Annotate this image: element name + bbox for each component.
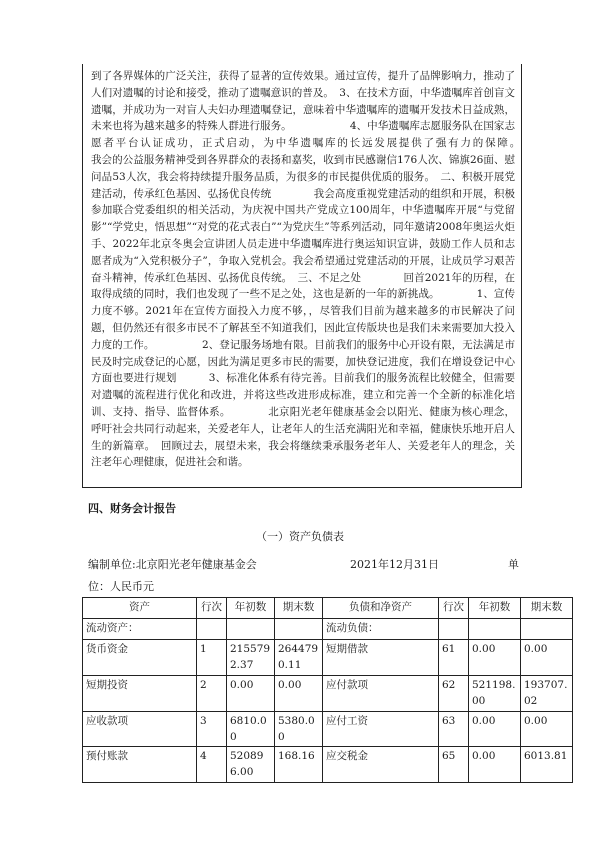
table-row [83,676,573,712]
table-cell: 0.00 [275,676,323,712]
table-cell [521,619,573,640]
header-cell: 行次 [439,598,469,619]
table-cell: 短期借款 [323,640,439,676]
table-cell: 流动资产： [83,619,197,640]
table-row [83,640,573,676]
table-cell: 应付工资 [323,712,439,747]
table-cell: 168.16 [275,747,323,783]
table-cell [439,619,469,640]
table-row [83,712,573,747]
table-cell: 应收款项 [83,712,197,747]
table-cell: 62 [439,676,469,712]
table-title: （一）资产负债表 [256,530,344,543]
table-cell: 流动负债： [323,619,439,640]
table-cell: 0.00 [227,676,275,712]
report-body-box [82,64,568,488]
report-body-text: 到了各界媒体的广泛关注，获得了显著的宣传效果。通过宣传，提升了品牌影响力，推动了人们对遗嘱的讨论和接受，推动了遗嘱意识的普及。 3、在技术方面，中华遗嘱库首创盲文遗嘱，并成功为一对盲人夫妇办理遗嘱登记，意味着中华遗嘱库的遗嘱开发技术日益成熟，未来也将为越来越多的特殊人群进行服务。 4、中华遗嘱库志愿服务队在国家志愿者平台认证成功，正式启动，为中华遗嘱库的长远发展提供了强有力的保障。 我会的公益服务精神受到各界群众的表扬和嘉奖，收到市民感谢信176人次、锦旗26面、慰问品53人次，我会将持续提升服务品质，为很多的市民提供优质的服务。 二、积极开展党建活动，传承红色基因、弘扬优良传统 我会高度重视党建活动的组织和开展，积极参加联合党委组织的相关活动，为庆祝中国共产党成立100周年，中华遗嘱库开展“与党留影”“学党史，悟思想”“对党的花式表白”“为党庆生”等系列活动，同年邀请2008年奥运火炬手、2022年北京冬奥会宣讲团人员走进中华遗嘱库进行奥运知识宣讲，鼓励工作人员和志愿者成为“入党积极分子”，争取入党机会。我会希望通过党建活动的开展，让成员学习艰苦奋斗精神，传承红色基因、弘扬优良传统。 三、不足之处 回首2021年的历程，在取得成绩的同时，我们也发现了一些不足之处，这也是新的一年的新挑战。 1、宣传力度不够。2021年在宣传方面投入力度不够，，尽管我们目前为越来越多的市民解决了问题，但仍然还有很多市民不了解甚至不知道我们，因此宣传版块也是我们未来需要加大投入力度的工作。 2、登记服务场地有限。目前我们的服务中心开设有限，无法满足市民及时完成登记的心愿，因此为满足更多市民的需要，加快登记进度，我们在增设登记中心方面也要进行规划 3、标准化体系有待完善。目前我们的服务流程比较健全，但需要对遗嘱的流程进行优化和改进，并将这些改进形成标准，建立和完善一个全新的标准化培训、支持、指导、监督体系。 北京阳光老年健康基金会以阳光、健康为核心理念，呼吁社会共同行动起来，关爱老年人，让老年人的生活充满阳光和幸福，健康快乐地开启人生的新篇章。 回顾过去，展望未来，我会将继续秉承服务老年人、关爱老年人的理念，关注老年心理健康，促进社会和谐。 [91,70,568,469]
table-row [83,747,573,783]
table-cell: 5380.00 [275,712,323,747]
table-cell: 0.00 [469,747,521,783]
currency-unit: 位：人民币元 [88,580,154,593]
table-cell [469,619,521,640]
table-cell: 521198.00 [469,676,521,712]
header-cell: 期末数 [275,598,323,619]
table-cell: 0.00 [521,712,573,747]
table-cell: 应付款项 [323,676,439,712]
table-cell: 应交税金 [323,747,439,783]
table-cell: 2644790.11 [275,640,323,676]
table-cell: 2 [197,676,227,712]
report-date: 2021年12月31日 [350,558,439,571]
table-header-row [83,598,573,619]
table-cell: 2155792.37 [227,640,275,676]
table-cell: 货币资金 [83,640,197,676]
table-cell: 6810.00 [227,712,275,747]
table-cell: 65 [439,747,469,783]
table-cell: 3 [197,712,227,747]
table-cell [275,619,323,640]
table-cell: 1 [197,640,227,676]
balance-sheet-table [82,597,573,783]
header-cell: 资产 [83,598,197,619]
header-cell: 负债和净资产 [323,598,439,619]
table-cell: 0.00 [469,640,521,676]
table-cell: 0.00 [469,712,521,747]
compiling-unit: 编制单位:北京阳光老年健康基金会 [88,558,257,571]
table-cell: 63 [439,712,469,747]
table-cell: 4 [197,747,227,783]
table-cell: 193707.02 [521,676,573,712]
section-title: 四、财务会计报告 [88,502,176,515]
table-row [83,619,573,640]
table-cell: 0.00 [521,640,573,676]
table-cell: 520896.00 [227,747,275,783]
table-cell [227,619,275,640]
table-cell: 61 [439,640,469,676]
unit-suffix: 单 [508,558,519,571]
table-cell: 短期投资 [83,676,197,712]
header-cell: 年初数 [227,598,275,619]
table-cell [197,619,227,640]
header-cell: 期末数 [521,598,573,619]
table-cell: 预付账款 [83,747,197,783]
header-cell: 年初数 [469,598,521,619]
header-cell: 行次 [197,598,227,619]
table-cell: 6013.81 [521,747,573,783]
